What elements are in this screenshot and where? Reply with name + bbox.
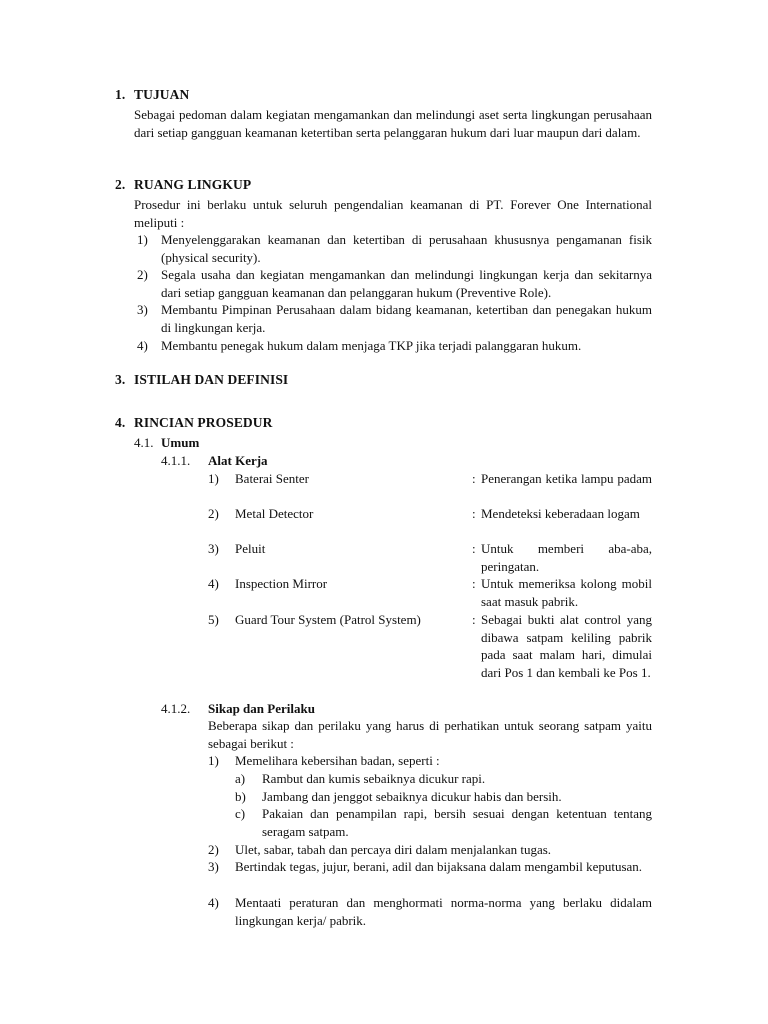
tool-name: Peluit — [235, 541, 266, 556]
tool-description-line: Untuk memeriksa kolong mobil saat masuk pabrik. — [481, 576, 652, 609]
subsection-title: Alat Kerja — [208, 453, 268, 468]
list-number: 1) — [137, 232, 148, 247]
section-number: 1. — [115, 87, 126, 102]
list-item: Menyelenggarakan keamanan dan ketertiban di perusahaan khususnya pengamanan fisik (physical security). — [161, 232, 652, 265]
section-paragraph: Sebagai pedoman dalam kegiatan mengamankan dan melindungi aset serta lingkungan perusahaan dari setiap gangguan keamanan ketertiban serta pelanggaran hukum dari luar maupun dari dalam. — [134, 107, 652, 140]
tool-description-line: Mendeteksi keberadaan logam — [481, 506, 640, 521]
subsection-title: Umum — [161, 435, 200, 450]
tool-description — [481, 611, 652, 681]
list-item: Segala usaha dan kegiatan mengamankan dan melindungi lingkungan kerja dan sekitarnya dari setiap gangguan keamanan dan pelanggaran hukum (Preventive Role). — [161, 267, 652, 300]
section-paragraph: Prosedur ini berlaku untuk seluruh pengendalian keamanan di PT. Forever One International meliputi : — [134, 197, 652, 230]
tool-description-line: Sebagai bukti alat control yang dibawa satpam keliling pabrik pada saat malam hari, dimulai dari Pos 1 dan kembali ke Pos 1. — [481, 612, 652, 680]
tool-description — [481, 505, 652, 523]
tool-description-line: Penerangan ketika lampu padam — [481, 471, 652, 486]
tool-description — [481, 540, 652, 575]
sublist-letter: b) — [235, 789, 246, 804]
section-title: ISTILAH DAN DEFINISI — [134, 372, 289, 387]
list-item: Ulet, sabar, tabah dan percaya diri dalam menjalankan tugas. — [235, 842, 552, 857]
tool-separator: : — [472, 541, 476, 556]
list-number: 3) — [137, 302, 148, 317]
tool-name: Guard Tour System (Patrol System) — [235, 612, 421, 627]
list-number: 2) — [208, 842, 219, 857]
tool-description — [481, 575, 652, 610]
subsection-title: Sikap dan Perilaku — [208, 701, 315, 716]
sublist-item: Rambut dan kumis sebaiknya dicukur rapi. — [262, 771, 486, 786]
list-item: Bertindak tegas, jujur, berani, adil dan bijaksana dalam mengambil keputusan. — [235, 859, 643, 874]
list-number: 4) — [137, 338, 148, 353]
section-title: RUANG LINGKUP — [134, 177, 252, 192]
list-number: 3) — [208, 859, 219, 874]
section-number: 4. — [115, 415, 126, 430]
subsection-paragraph: Beberapa sikap dan perilaku yang harus di perhatikan untuk seorang satpam yaitu sebagai berikut : — [208, 718, 652, 751]
tool-separator: : — [472, 506, 476, 521]
tool-separator: : — [472, 471, 476, 486]
list-item: Memelihara kebersihan badan, seperti : — [235, 753, 440, 768]
sublist-item: Pakaian dan penampilan rapi, bersih sesuai dengan ketentuan tentang seragam satpam. — [262, 806, 652, 839]
subsection-number: 4.1.2. — [161, 701, 191, 716]
tool-name: Metal Detector — [235, 506, 314, 521]
section-number: 3. — [115, 372, 126, 387]
list-number: 1) — [208, 753, 219, 768]
list-number: 2) — [137, 267, 148, 282]
list-item: Mentaati peraturan dan menghormati norma-norma yang berlaku didalam lingkungan kerja/ pabrik. — [235, 895, 652, 928]
list-item: Membantu Pimpinan Perusahaan dalam bidang keamanan, ketertiban dan penegakan hukum di lingkungan kerja. — [161, 302, 652, 335]
section-title: TUJUAN — [134, 87, 190, 102]
sublist-item: Jambang dan jenggot sebaiknya dicukur habis dan bersih. — [262, 789, 562, 804]
subsection-number: 4.1.1. — [161, 453, 191, 468]
tool-number: 1) — [208, 471, 219, 486]
tool-separator: : — [472, 612, 476, 627]
tool-description — [481, 470, 652, 488]
list-item: Membantu penegak hukum dalam menjaga TKP jika terjadi palanggaran hukum. — [161, 338, 582, 353]
tool-number: 4) — [208, 576, 219, 591]
tool-number: 2) — [208, 506, 219, 521]
tool-name: Inspection Mirror — [235, 576, 328, 591]
section-title: RINCIAN PROSEDUR — [134, 415, 273, 430]
tool-number: 5) — [208, 612, 219, 627]
tool-separator: : — [472, 576, 476, 591]
subsection-number: 4.1. — [134, 435, 154, 450]
sublist-letter: c) — [235, 806, 246, 821]
sublist-letter: a) — [235, 771, 246, 786]
tool-description-line: Untuk memberi aba-aba, peringatan. — [481, 541, 652, 574]
section-number: 2. — [115, 177, 126, 192]
tool-number: 3) — [208, 541, 219, 556]
list-number: 4) — [208, 895, 219, 910]
tool-name: Baterai Senter — [235, 471, 309, 486]
